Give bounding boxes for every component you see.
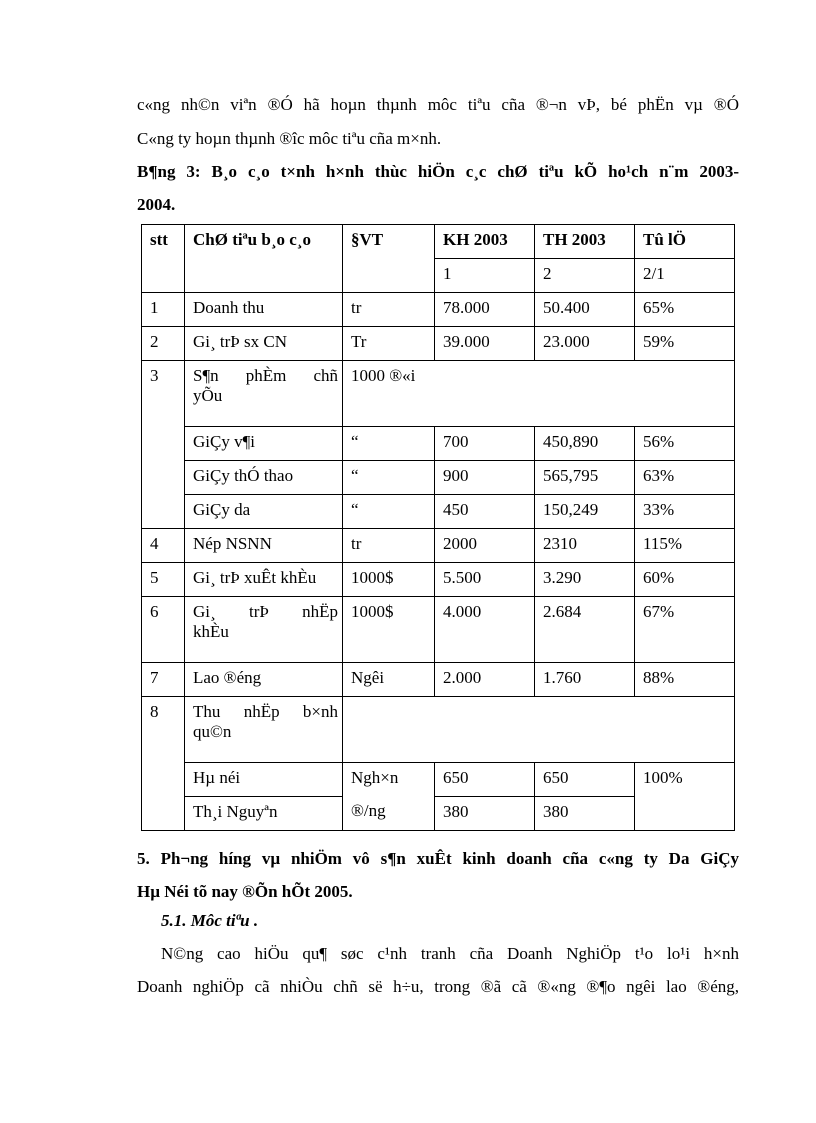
section-heading-line-1: 5. Ph¬ng híng vµ nhiÖm vô s¶n xuÊt kinh doanh cña c«ng ty Da GiÇy [137,849,739,868]
table-caption-line-2: 2004. [137,195,176,214]
cell-plan: 4.000 [435,597,535,663]
paragraph-line-2: Doanh nghiÖp cã nhiÒu chñ së h÷u, trong ®ã cã ®«ng ®¶o ngêi lao ®éng, [137,977,739,996]
cell-indicator: Hµ néi [185,763,343,797]
cell-ratio: 67% [635,597,735,663]
cell-unit: “ [343,495,435,529]
indicator-line: S¶n phÈm chñ [193,366,338,385]
table-row [142,663,735,697]
cell-ratio: 56% [635,427,735,461]
paragraph-line-1: N©ng cao hiÖu qu¶ søc c¹nh tranh cña Doanh NghiÖp t¹o lo¹i h×nh [161,944,739,963]
header-unit: §VT [343,225,435,293]
cell-indicator: GiÇy v¶i [185,427,343,461]
header-ratio: Tû lÖ [635,225,735,259]
header-actual: TH 2003 [535,225,635,259]
cell-unit [343,763,435,831]
cell-indicator [185,361,343,427]
cell-plan: 650 [435,763,535,797]
table-row [142,763,735,797]
cell-indicator [185,697,343,763]
indicator-line: Gi¸ trÞ nhËp [193,602,338,621]
cell-actual: 150,249 [535,495,635,529]
subheader-ratio: 2/1 [635,259,735,293]
cell-indicator: Th¸i Nguyªn [185,797,343,831]
cell-indicator: Gi¸ trÞ xuÊt khÈu [185,563,343,597]
table-row [142,495,735,529]
cell-actual: 565,795 [535,461,635,495]
report-table [141,224,735,831]
cell-indicator [185,597,343,663]
header-plan: KH 2003 [435,225,535,259]
table-row [142,327,735,361]
cell-unit: tr [343,293,435,327]
cell-actual: 50.400 [535,293,635,327]
cell-plan: 5.500 [435,563,535,597]
cell-unit: 1000$ [343,563,435,597]
cell-empty [343,697,735,763]
cell-stt: 2 [142,327,185,361]
indicator-line: Thu nhËp b×nh [193,702,338,721]
cell-indicator: GiÇy da [185,495,343,529]
cell-actual: 380 [535,797,635,831]
table-row [142,427,735,461]
cell-actual: 650 [535,763,635,797]
cell-indicator: Lao ®éng [185,663,343,697]
cell-plan: 900 [435,461,535,495]
cell-unit: tr [343,529,435,563]
cell-ratio: 63% [635,461,735,495]
cell-actual: 450,890 [535,427,635,461]
cell-stt: 3 [142,361,185,529]
table-row [142,563,735,597]
cell-indicator: Nép NSNN [185,529,343,563]
cell-ratio: 59% [635,327,735,361]
cell-ratio: 60% [635,563,735,597]
cell-ratio: 65% [635,293,735,327]
table-row [142,293,735,327]
cell-stt: 8 [142,697,185,831]
indicator-line: khÈu [193,622,229,641]
cell-actual: 3.290 [535,563,635,597]
cell-ratio: 100% [635,763,735,831]
cell-unit: “ [343,461,435,495]
subheader-actual: 2 [535,259,635,293]
cell-unit: 1000 ®«i [343,361,735,427]
cell-plan: 2.000 [435,663,535,697]
cell-ratio: 33% [635,495,735,529]
cell-actual: 2.684 [535,597,635,663]
cell-ratio: 88% [635,663,735,697]
cell-indicator: GiÇy thÓ thao [185,461,343,495]
cell-unit: Ngêi [343,663,435,697]
cell-plan: 39.000 [435,327,535,361]
cell-indicator: Gi¸ trÞ sx CN [185,327,343,361]
cell-actual: 1.760 [535,663,635,697]
header-indicator: ChØ tiªu b¸o c¸o [185,225,343,293]
intro-line-2: C«ng ty hoµn thµnh ®îc môc tiªu cña m×nh. [137,129,442,148]
table-row [142,529,735,563]
subsection-heading: 5.1. Môc tiªu . [161,911,259,930]
cell-unit: Tr [343,327,435,361]
cell-plan: 2000 [435,529,535,563]
table-row [142,697,735,763]
indicator-line: qu©n [193,722,232,741]
cell-unit: 1000$ [343,597,435,663]
table-row [142,361,735,427]
table-caption-line-1: B¶ng 3: B¸o c¸o t×nh h×nh thùc hiÖn c¸c chØ tiªu kÕ ho¹ch n¨m 2003- [137,162,739,181]
indicator-line: yÕu [193,386,223,405]
subheader-plan: 1 [435,259,535,293]
cell-unit: “ [343,427,435,461]
header-stt: stt [142,225,185,293]
cell-plan: 380 [435,797,535,831]
cell-stt: 6 [142,597,185,663]
table-row [142,597,735,663]
cell-indicator: Doanh thu [185,293,343,327]
cell-plan: 700 [435,427,535,461]
intro-line-1: c«ng nh©n viªn ®Ó hã hoµn thµnh môc tiªu cña ®¬n vÞ, bé phËn vµ ®Ó [137,95,739,114]
unit-line: ®/ng [351,801,386,820]
section-heading-line-2: Hµ Néi tõ nay ®Õn hÕt 2005. [137,882,353,901]
cell-plan: 78.000 [435,293,535,327]
cell-ratio: 115% [635,529,735,563]
cell-actual: 23.000 [535,327,635,361]
cell-stt: 5 [142,563,185,597]
unit-line: Ngh×n [351,768,399,787]
table-row [142,461,735,495]
table-header-row [142,225,735,259]
cell-stt: 4 [142,529,185,563]
cell-plan: 450 [435,495,535,529]
cell-stt: 1 [142,293,185,327]
cell-stt: 7 [142,663,185,697]
cell-actual: 2310 [535,529,635,563]
